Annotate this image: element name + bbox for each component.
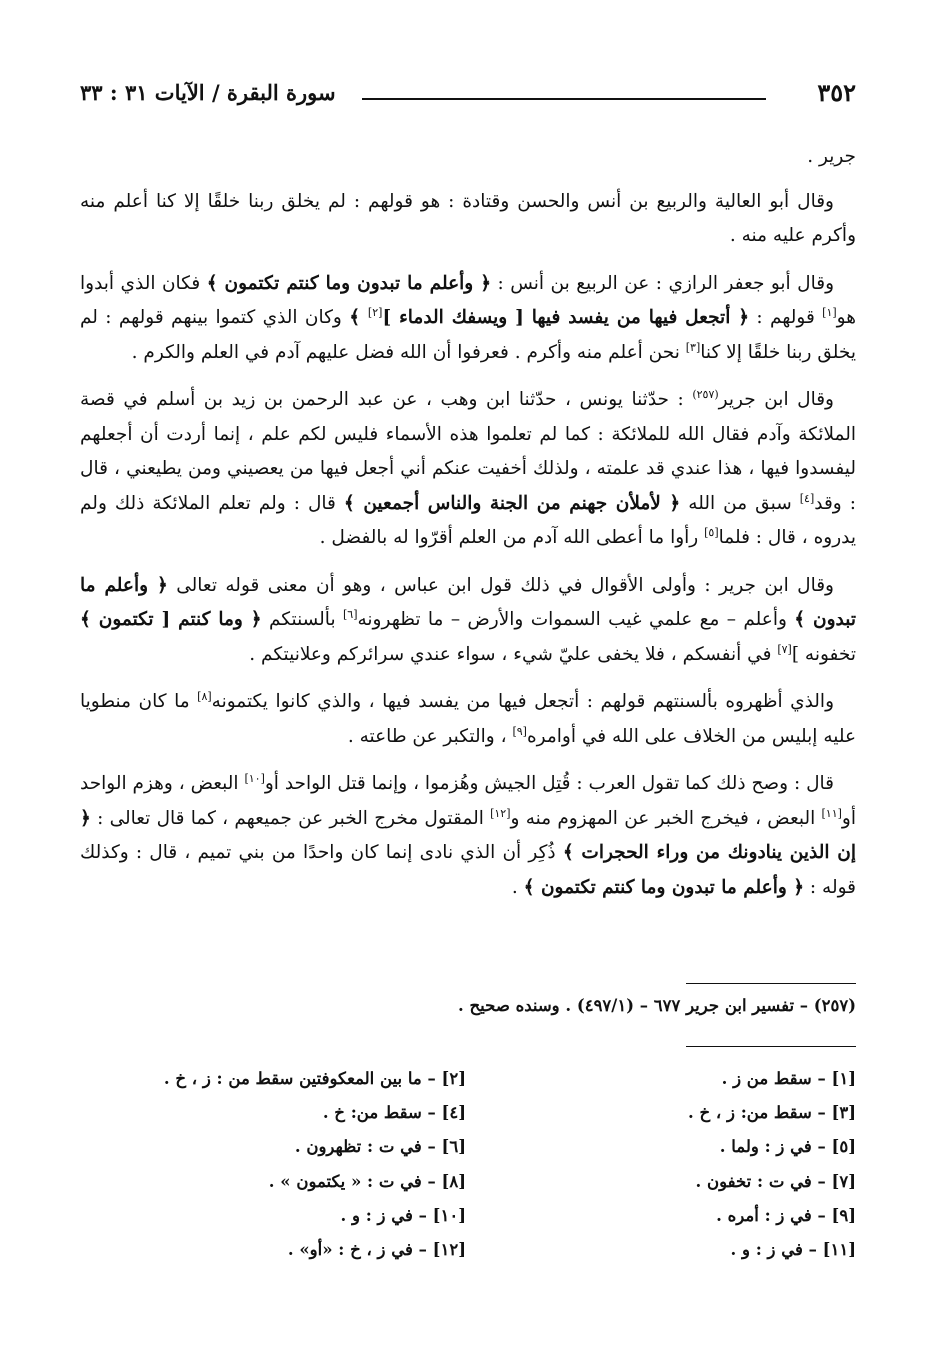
variant-notes: [80, 1062, 856, 1262]
quran-quote-end: ﴾: [349, 307, 368, 328]
text-run: ، والتكبر عن طاعته .: [347, 725, 513, 747]
text-run: وقال أبو العالية والربيع بن أنس والحسن وقتادة : هو قولهم : لم يخلق ربنا خلقًا إلا كنا أعلم منه وأكرم عليه منه .: [80, 190, 856, 246]
footnote-rule: [686, 1046, 856, 1047]
source-ref-marker: (٢٥٧): [692, 387, 719, 401]
paragraph-continuation: [80, 140, 856, 175]
note-item: [١] – سقط من ز .: [721, 1069, 856, 1088]
note-item: [٢] – ما بين المعكوفتين سقط من : ز ، خ .: [163, 1069, 466, 1088]
text-run: وقال أبو جعفر الرازي : عن الربيع بن أنس :: [491, 272, 835, 294]
note-marker: [١١]: [821, 806, 842, 820]
paragraph: [80, 267, 856, 371]
text-run: نحن أعلم منه وأكرم . فعرفوا أن الله فضل عليهم آدم في العلم والكرم .: [131, 341, 686, 363]
note-marker: [١]: [822, 305, 837, 319]
note-marker: [١٢]: [490, 806, 511, 820]
note-marker: [٧]: [777, 642, 792, 656]
text-run: المقتول مخرج الخبر عن جميعهم ، كما قال تعالى :: [90, 807, 491, 829]
note-item: [٦] – في ت : تظهرون .: [294, 1137, 466, 1157]
note-marker: [٦]: [342, 607, 358, 621]
text-run: وقال ابن جرير: [718, 389, 834, 410]
text-run: جرير .: [807, 146, 856, 167]
text-run: والذي أظهروه بألسنتهم قولهم : أتجعل فيها من يفسد فيها ، والذي كانوا يكتمونه: [211, 691, 835, 712]
note-item: [١٢] – في ز ، خ : «أو» .: [287, 1240, 466, 1260]
paragraph: [80, 185, 856, 254]
page-number: ٣٥٢: [817, 78, 856, 107]
quran-quote: ﴿ وما كنتم [ تكتمون ﴾: [80, 609, 262, 630]
note-marker: [٨]: [197, 689, 212, 703]
note-item: [٥] – في ز : ولما .: [719, 1137, 856, 1157]
text-run: في أنفسكم ، فلا يخفى عليّ شيء ، سواء عندي سرائركم وعلانيتكم .: [249, 643, 778, 665]
note-item: [٨] – في ت : « يكتمون » .: [268, 1171, 466, 1191]
paragraph: [80, 767, 856, 905]
quran-quote: ﴿ إن الذين ينادونك من وراء الحجرات ﴾: [80, 807, 856, 863]
paragraph: [80, 685, 856, 754]
paragraph: [80, 569, 856, 673]
note-item: [١٠] – في ز : و .: [340, 1205, 466, 1225]
note-marker: [٣]: [685, 340, 701, 354]
text-run: قولهم :: [749, 307, 823, 328]
body-text: [80, 140, 856, 918]
text-run: بألسنتكم: [261, 609, 343, 630]
quran-quote: ﴿ وأعلم ما تبدون ﴾: [80, 574, 856, 630]
text-run: رأوا ما أعطى الله آدم من العلم أقرّوا له بالفضل .: [319, 527, 705, 548]
text-run: قال : ولم تعلم الملائكة ذلك ولم يدروه ، قال : فلما: [80, 492, 856, 548]
quran-quote: ﴿ وأعلم ما تبدون وما كنتم تكتمون ﴾: [206, 272, 492, 294]
quran-quote: ﴿ لأملأن جهنم من الجنة والناس أجمعين ﴾: [343, 492, 681, 514]
text-run: وأعلم – مع علمي غيب السموات والأرض – ما تظهرونه: [357, 609, 795, 630]
text-run: : حدّثنا يونس ، حدّثنا ابن وهب ، عن عبد الرحمن بن زيد بن أسلم في قصة الملائكة وآدم فقال الله للملائكة : كما لم تعلموا هذه الأسماء فليس لكم علم ، إنما أردت أن أجعلهم ليفسدوا فيها ، هذا عندي قد علمته ، ولذلك أخفيت عنكم أني أجعل فيها من يعصيني ومن يطيعني ، قال : وقد: [80, 389, 857, 514]
note-marker: [١٠]: [244, 771, 265, 785]
page-header: [80, 78, 856, 118]
running-title: سورة البقرة / الآيات ٣١ : ٣٣: [80, 80, 336, 105]
text-run: ذُكِر أن الذي نادى إنما كان واحدًا من بني تميم ، قال : وكذلك قوله :: [80, 842, 856, 898]
quran-quote: ﴿ أتجعل فيها من يفسد فيها [ ويسفك الدماء ]: [382, 307, 750, 328]
text-run: سبق من الله: [680, 492, 800, 514]
footnote-rule: [686, 983, 856, 984]
note-item: [٧] – في ت : تخفون .: [695, 1171, 856, 1191]
note-item: [٣] – سقط من: ز ، خ .: [688, 1103, 856, 1123]
text-run: قال : وصح ذلك كما تقول العرب : قُتِل الجيش وهُزموا ، وإنما قتل الواحد أو: [264, 773, 834, 794]
quran-quote: ﴿ وأعلم ما تبدون وما كنتم تكتمون ﴾: [523, 876, 805, 898]
note-marker: [٩]: [512, 724, 527, 738]
text-run: البعض ، فيخرج الخبر عن المهزوم منه و: [510, 807, 822, 829]
paragraph: [80, 383, 856, 556]
text-run: وقال ابن جرير : وأولى الأقوال في ذلك قول ابن عباس ، وهو أن معنى قوله تعالى: [167, 574, 834, 596]
text-run: ما كان منطويا عليه إبليس من الخلاف على الله في أوامره: [80, 691, 856, 747]
note-marker: [٢]: [367, 305, 383, 319]
text-run: فكان الذي أبدوا هو: [80, 272, 856, 328]
note-marker: [٥]: [704, 525, 719, 539]
text-run: وكان الذي كتموا بينهم قولهم : لم يخلق ربنا خلقًا إلا كنا: [80, 307, 856, 363]
note-item: [٩] – في ز : أمره .: [716, 1205, 856, 1225]
notes-column-odd: [476, 1062, 856, 1267]
header-rule: [362, 98, 766, 100]
note-item: [٤] – سقط من: خ .: [322, 1103, 466, 1123]
source-footnote: (٢٥٧) – تفسير ابن جرير ٦٧٧ – (٤٩٧/١) . وسنده صحيح .: [458, 996, 856, 1015]
notes-column-even: [86, 1062, 466, 1267]
document-page: [80, 0, 856, 1352]
note-marker: [٤]: [799, 491, 815, 505]
text-run: البعض ، وهزم الواحد أو: [80, 773, 856, 829]
note-item: [١١] – في ز : و .: [730, 1240, 856, 1260]
text-run: .: [511, 876, 524, 898]
text-run: تخفونه ]: [791, 643, 856, 665]
